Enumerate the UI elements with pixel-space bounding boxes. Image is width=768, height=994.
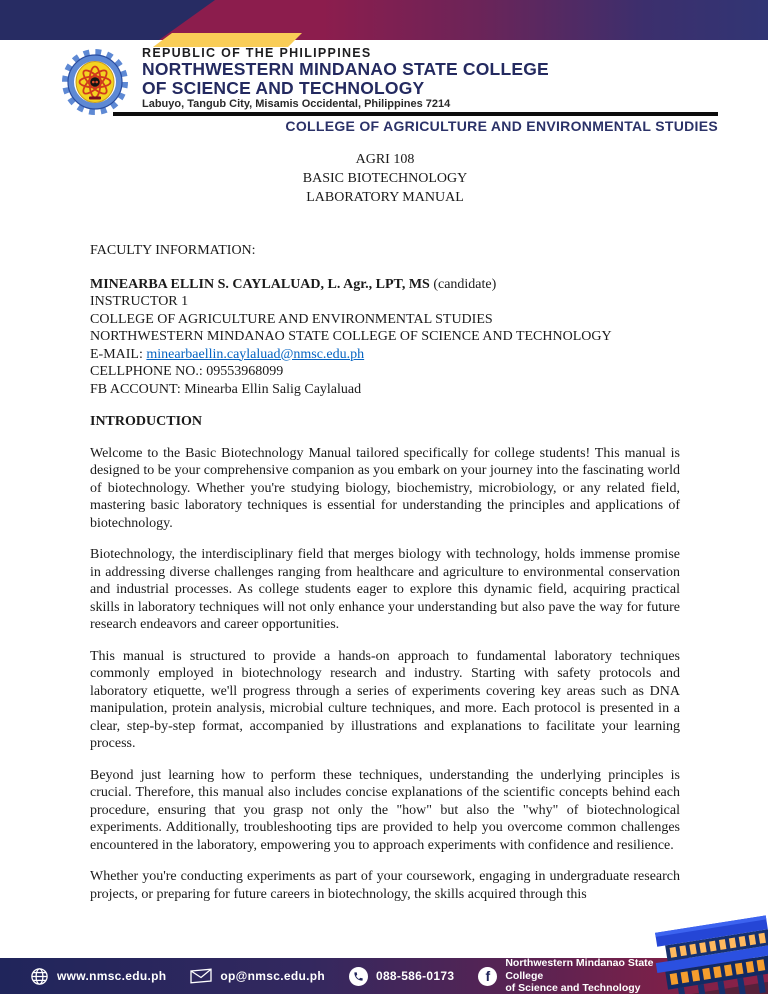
course-title: BASIC BIOTECHNOLOGY bbox=[302, 171, 468, 186]
college-name-line1: NORTHWESTERN MINDANAO STATE COLLEGE bbox=[142, 59, 549, 79]
facebook-icon: f bbox=[478, 967, 497, 986]
footer-website-text: www.nmsc.edu.ph bbox=[57, 969, 167, 983]
globe-icon bbox=[30, 967, 49, 986]
intro-paragraph-2: Biotechnology, the interdisciplinary field that merges biology with technology, holds immense promise in addressing diverse challenges ranging from healthcare and agriculture to environmental conservation and industrial processes. As college students eager to explore this dynamic field, acquiring practical skills in laboratory techniques will not only enhance your understanding but also pave the way for future research endeavors and career opportunities. bbox=[90, 547, 680, 632]
campus-building-image bbox=[636, 900, 768, 994]
footer-facebook-line2: of Science and Technology bbox=[505, 982, 641, 994]
intro-paragraph-5: Whether you're conducting experiments as part of your coursework, engaging in undergraduate research projects, or preparing for future careers in biotechnology, the skills acquired through this bbox=[90, 869, 680, 902]
document-content bbox=[90, 150, 680, 903]
footer-phone bbox=[349, 967, 454, 986]
intro-paragraph-3: This manual is structured to provide a hands-on approach to fundamental laboratory techniques commonly employed in biotechnology research and industry. Starting with safety protocols and laboratory etiquette, we'll progress through a series of experiments covering key areas such as DNA manipulation, protein analysis, microbial culture techniques, and more. Each protocol is presented in a clear, step-by-step format, accompanied by illustrations and explanations to facilitate your learning process. bbox=[90, 648, 680, 751]
college-name-line2: OF SCIENCE AND TECHNOLOGY bbox=[142, 78, 425, 98]
faculty-name-suffix: (candidate) bbox=[429, 276, 497, 292]
envelope-icon bbox=[190, 968, 212, 984]
intro-paragraph-1: Welcome to the Basic Biotechnology Manual tailored specifically for college students! This manual is designed to be your comprehensive companion as you embark on your journey into the fascinating world of biotechnology. Whether you're studying biology, biochemistry, microbiology, or any related field, mastering basic laboratory techniques is essential for understanding the principles and applications of biotechnology. bbox=[90, 445, 680, 531]
document-type: LABORATORY MANUAL bbox=[306, 190, 464, 205]
faculty-cellphone: CELLPHONE NO.: 09553968099 bbox=[90, 364, 284, 379]
faculty-name-line bbox=[90, 276, 680, 294]
republic-line: REPUBLIC OF THE PHILIPPINES bbox=[142, 46, 372, 60]
footer-email-text: op@nmsc.edu.ph bbox=[220, 969, 325, 983]
faculty-college: COLLEGE OF AGRICULTURE AND ENVIRONMENTAL STUDIES bbox=[90, 311, 493, 327]
college-address: Labuyo, Tangub City, Misamis Occidental, Philippines 7214 bbox=[142, 98, 451, 110]
faculty-information-block bbox=[90, 276, 680, 399]
footer-email bbox=[190, 968, 325, 984]
footer-facebook-line1: Northwestern Mindanao State College bbox=[505, 957, 654, 982]
department-line: COLLEGE OF AGRICULTURE AND ENVIRONMENTAL STUDIES bbox=[285, 118, 718, 134]
faculty-name: MINEARBA ELLIN S. CAYLALUAD, L. Agr., LPT, MS bbox=[90, 276, 430, 292]
faculty-email-line bbox=[90, 346, 680, 364]
document-title bbox=[90, 150, 680, 207]
phone-icon bbox=[349, 967, 368, 986]
letterhead bbox=[0, 0, 768, 140]
intro-paragraph-4: Beyond just learning how to perform these techniques, understanding the underlying principles is crucial. Therefore, this manual also includes concise explanations of the scientific concepts behind each procedure, ensuring that you grasp not only the "how" but also the "why" of biotechnological experiments. Additionally, troubleshooting tips are provided to help you overcome common challenges encountered in the laboratory, empowering you to approach experiments with confidence and resilience. bbox=[90, 767, 680, 853]
course-code: AGRI 108 bbox=[355, 152, 415, 167]
footer-phone-text: 088-586-0173 bbox=[375, 969, 455, 983]
email-label: E-MAIL: bbox=[90, 346, 147, 362]
faculty-email-link[interactable]: minearbaellin.caylaluad@nmsc.edu.ph bbox=[146, 346, 365, 362]
footer-website bbox=[30, 967, 166, 986]
faculty-facebook: FB ACCOUNT: Minearba Ellin Salig Caylaluad bbox=[90, 381, 362, 397]
faculty-institution: NORTHWESTERN MINDANAO STATE COLLEGE OF SCIENCE AND TECHNOLOGY bbox=[90, 329, 612, 344]
letterhead-divider bbox=[113, 112, 718, 116]
gear-atom-logo-icon bbox=[53, 44, 137, 120]
faculty-information-label: FACULTY INFORMATION: bbox=[90, 243, 256, 258]
faculty-position: INSTRUCTOR 1 bbox=[90, 294, 189, 309]
introduction-heading: INTRODUCTION bbox=[90, 414, 203, 429]
